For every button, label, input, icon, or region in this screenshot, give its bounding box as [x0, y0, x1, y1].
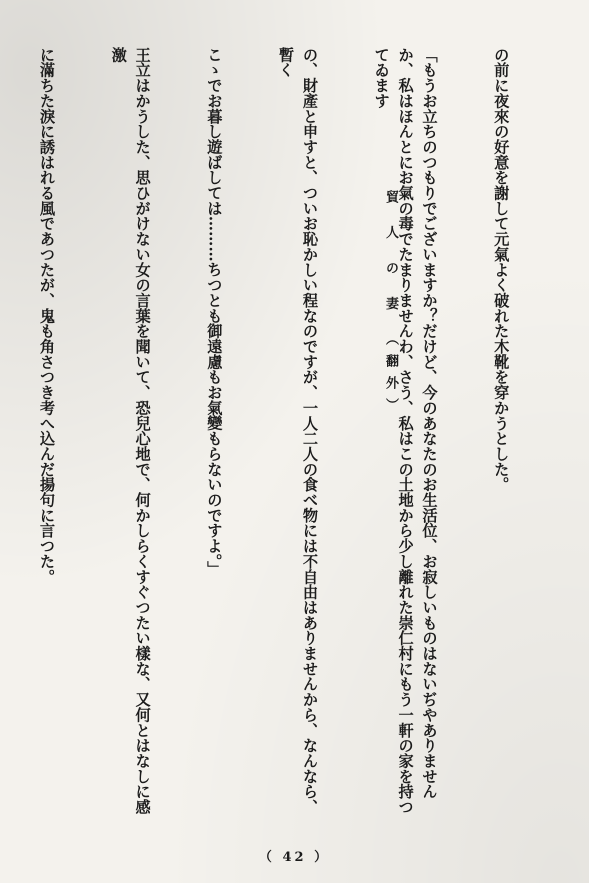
- paragraph: 「もうお立ちのつもりでございますか？だけど、今のあなたのお生活位、お寂しいものはないぢやありませんか、私はほんとにお氣の毒でたまりませんわ、さう、私はこの土地から少し離れた崇仁村にもう一軒の家を持つてゐます: [372, 47, 439, 815]
- paragraph: の、財產と申すと、ついお恥かしい程なのですが、一人二人の食べ物には不自由はありませんから、なんなら、暫く: [277, 47, 319, 815]
- body-text: [37, 47, 560, 827]
- paragraph: こゝでお暮し遊ばしては………ちつとも御遠慮もお氣變もらないのですよ。」: [205, 47, 224, 577]
- paragraph: の前に夜來の好意を謝して元氣よく破れた木靴を穿かうとした。: [492, 47, 511, 493]
- page-number: （ 42 ）: [258, 850, 331, 865]
- paragraph: 王立はかうした、思ひがけない女の言葉を聞いて、恐兒心地で、何かしらくすぐつたい樣な、又何とはなしに感激: [109, 47, 152, 815]
- paragraph: に滿ちた淚に誘はれる風であつたが、鬼も角さつき考へ込んだ揚句に言つた。: [37, 47, 56, 585]
- running-head: 貿 人 の 妻 （翻外）: [383, 190, 398, 421]
